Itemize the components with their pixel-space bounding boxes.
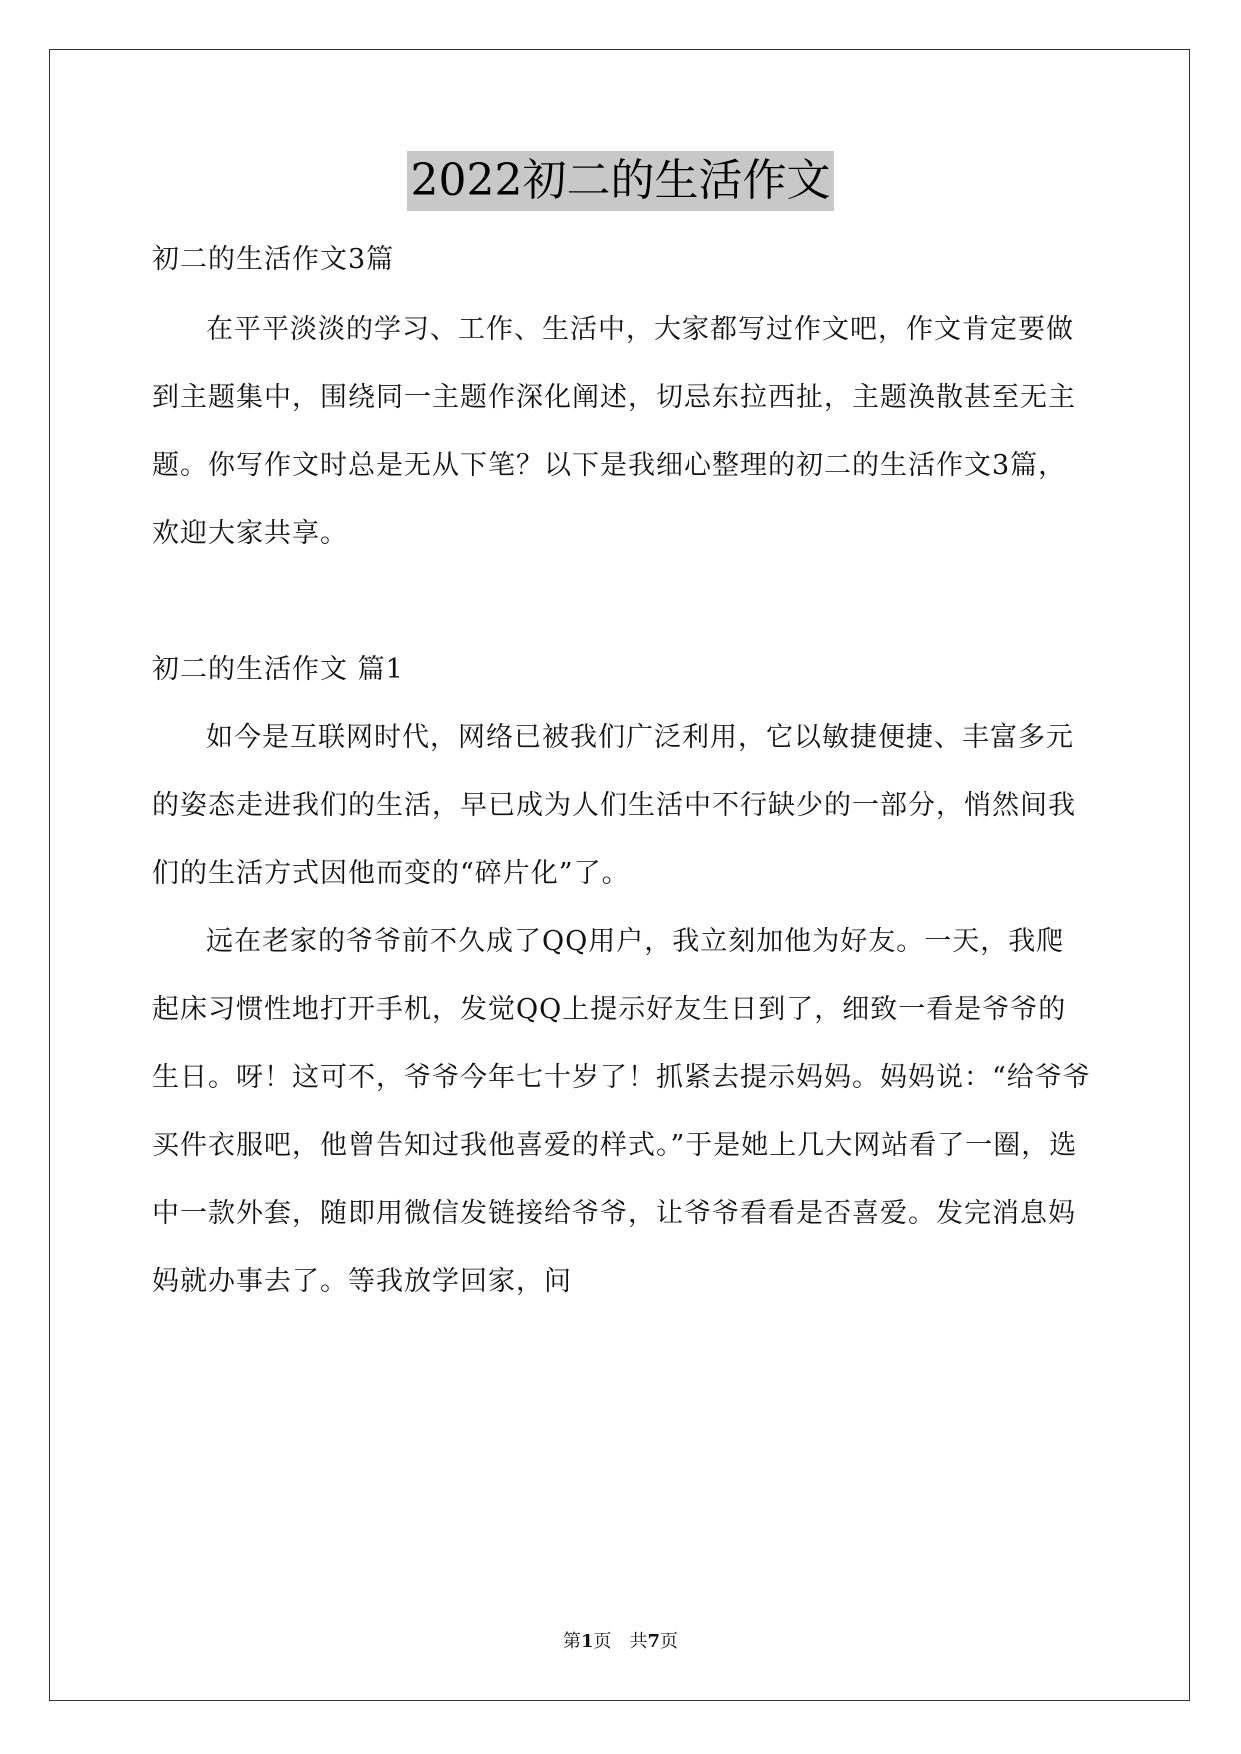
- page-current: 1: [580, 1631, 594, 1652]
- document-subtitle: 初二的生活作文3篇: [152, 244, 395, 275]
- page-mid: 页 共: [593, 1631, 648, 1652]
- section-spacer: [152, 568, 1092, 636]
- document-title: 2022初二的生活作文: [407, 151, 835, 211]
- title-container: [0, 151, 1241, 211]
- body-paragraph: 远在老家的爷爷前不久成了QQ用户，我立刻加他为好友。一天，我爬起床习惯性地打开手机，发觉QQ上提示好友生日到了，细致一看是爷爷的生日。呀！这可不，爷爷今年七十岁了！抓紧去提示妈妈。妈妈说：“给爷爷买件衣服吧，他曾告知过我他喜爱的样式。”于是她上几大网站看了一圈，选中一款外套，随即用微信发链接给爷爷，让爷爷看看是否喜爱。发完消息妈妈就办事去了。等我放学回家，问: [152, 926, 1091, 1297]
- document-body: [152, 226, 1092, 1316]
- page-total: 7: [647, 1631, 661, 1652]
- section-heading: 初二的生活作文 篇1: [152, 654, 404, 685]
- page-footer: [0, 1627, 1241, 1653]
- page-suffix: 页: [660, 1631, 679, 1652]
- body-paragraph: 如今是互联网时代，网络已被我们广泛利用，它以敏捷便捷、丰富多元的姿态走进我们的生活，早已成为人们生活中不行缺少的一部分，悄然间我们的生活方式因他而变的“碎片化”了。: [152, 722, 1076, 889]
- page-prefix: 第: [562, 1631, 581, 1652]
- intro-paragraph: 在平平淡淡的学习、工作、生活中，大家都写过作文吧，作文肯定要做到主题集中，围绕同一主题作深化阐述，切忌东拉西扯，主题涣散甚至无主题。你写作文时总是无从下笔？以下是我细心整理的初二的生活作文3篇，欢迎大家共享。: [152, 314, 1076, 549]
